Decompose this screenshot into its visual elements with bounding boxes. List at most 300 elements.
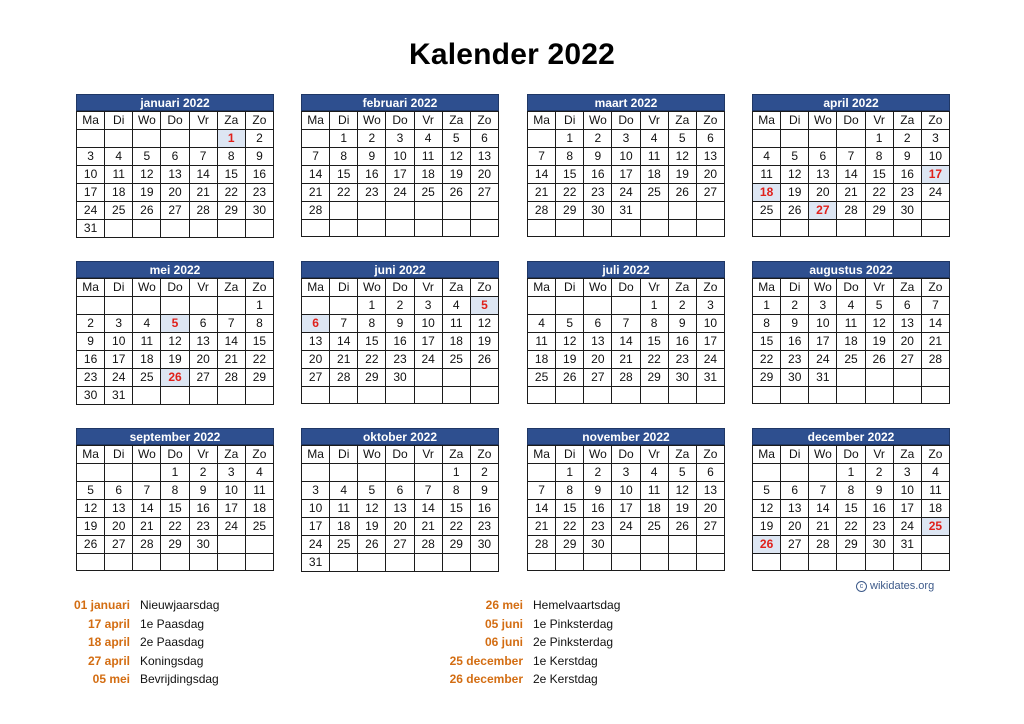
copyright-icon: c [856, 581, 867, 592]
day-cell: 22 [640, 351, 668, 369]
holiday-name: 2e Kerstdag [533, 672, 598, 686]
month-title: februari 2022 [301, 94, 499, 111]
day-cell: 14 [528, 166, 556, 184]
day-cell: 9 [584, 148, 612, 166]
day-cell: 30 [893, 202, 921, 220]
empty-cell [330, 220, 358, 237]
day-cell: 17 [302, 518, 330, 536]
day-cell: 22 [442, 518, 470, 536]
day-cell: 3 [217, 464, 245, 482]
day-cell: 30 [386, 369, 414, 387]
day-cell: 5 [781, 148, 809, 166]
weekday-header: Vr [640, 446, 668, 464]
weekday-header: Za [668, 446, 696, 464]
empty-cell [133, 130, 161, 148]
day-cell: 3 [612, 464, 640, 482]
day-cell: 13 [386, 500, 414, 518]
month-calendar [752, 94, 950, 237]
holiday-row [0, 670, 320, 689]
empty-cell [753, 220, 781, 237]
day-cell: 6 [893, 297, 921, 315]
holiday-date: 01 januari [73, 598, 130, 612]
day-cell: 24 [386, 184, 414, 202]
weekday-header: Di [330, 279, 358, 297]
empty-cell [330, 464, 358, 482]
day-cell: 16 [584, 166, 612, 184]
month-calendar [752, 428, 950, 571]
empty-cell [386, 387, 414, 404]
empty-cell [753, 464, 781, 482]
day-cell: 15 [753, 333, 781, 351]
day-cell: 14 [133, 500, 161, 518]
day-cell: 19 [358, 518, 386, 536]
day-cell: 8 [161, 482, 189, 500]
day-cell: 31 [302, 554, 330, 572]
day-cell: 1 [330, 130, 358, 148]
empty-cell [358, 464, 386, 482]
day-cell: 18 [640, 166, 668, 184]
empty-cell [668, 387, 696, 404]
day-cell: 8 [245, 315, 273, 333]
day-cell: 31 [696, 369, 724, 387]
day-cell: 7 [921, 297, 949, 315]
day-cell: 9 [77, 333, 105, 351]
day-cell: 7 [217, 315, 245, 333]
day-cell: 25 [245, 518, 273, 536]
day-cell: 20 [302, 351, 330, 369]
weekday-header: Di [556, 112, 584, 130]
weekday-header: Wo [809, 446, 837, 464]
day-cell: 22 [358, 351, 386, 369]
day-cell: 3 [612, 130, 640, 148]
day-cell: 5 [442, 130, 470, 148]
day-cell: 31 [105, 387, 133, 405]
credit-text: wikidates.org [870, 580, 935, 592]
day-cell: 10 [414, 315, 442, 333]
empty-cell [302, 297, 330, 315]
day-cell: 24 [893, 518, 921, 536]
day-cell: 11 [640, 148, 668, 166]
day-cell: 4 [640, 464, 668, 482]
day-cell: 9 [386, 315, 414, 333]
weekday-header: Di [781, 112, 809, 130]
month-table [301, 111, 499, 237]
day-cell: 24 [105, 369, 133, 387]
empty-cell [893, 554, 921, 571]
empty-cell [161, 297, 189, 315]
weekday-header: Wo [809, 112, 837, 130]
weekday-header: Zo [470, 112, 498, 130]
empty-cell [302, 220, 330, 237]
day-cell: 15 [330, 166, 358, 184]
weekday-header: Zo [921, 279, 949, 297]
day-cell: 23 [245, 184, 273, 202]
day-cell: 8 [358, 315, 386, 333]
day-cell: 9 [470, 482, 498, 500]
holiday-name: Koningsdag [140, 653, 204, 668]
day-cell: 30 [584, 536, 612, 554]
day-cell: 23 [668, 351, 696, 369]
empty-cell [809, 554, 837, 571]
day-cell: 23 [77, 369, 105, 387]
weekday-header: Za [442, 279, 470, 297]
day-cell: 23 [358, 184, 386, 202]
day-cell: 30 [470, 536, 498, 554]
day-cell: 15 [837, 500, 865, 518]
day-cell: 19 [668, 500, 696, 518]
day-cell: 10 [809, 315, 837, 333]
day-cell: 29 [556, 202, 584, 220]
empty-cell [414, 464, 442, 482]
holiday-row [0, 596, 320, 615]
empty-cell [386, 220, 414, 237]
holiday-row [0, 633, 320, 652]
day-cell: 8 [330, 148, 358, 166]
empty-cell [442, 369, 470, 387]
day-cell: 15 [640, 333, 668, 351]
empty-cell [133, 387, 161, 405]
month-title: juni 2022 [301, 261, 499, 278]
weekday-header: Wo [358, 112, 386, 130]
day-cell: 11 [442, 315, 470, 333]
day-cell: 22 [753, 351, 781, 369]
day-cell: 7 [414, 482, 442, 500]
day-cell: 11 [414, 148, 442, 166]
day-cell: 25 [753, 202, 781, 220]
weekday-header: Za [668, 279, 696, 297]
day-cell: 27 [386, 536, 414, 554]
weekday-header: Za [442, 446, 470, 464]
day-cell: 21 [612, 351, 640, 369]
empty-cell [556, 220, 584, 237]
day-cell: 16 [358, 166, 386, 184]
day-cell: 3 [386, 130, 414, 148]
holiday-day-cell: 1 [217, 130, 245, 148]
empty-cell [217, 554, 245, 571]
weekday-header: Ma [753, 112, 781, 130]
month-calendar [76, 261, 274, 405]
weekday-header: Za [893, 112, 921, 130]
day-cell: 27 [696, 184, 724, 202]
day-cell: 3 [414, 297, 442, 315]
empty-cell [245, 536, 273, 554]
day-cell: 16 [77, 351, 105, 369]
day-cell: 11 [245, 482, 273, 500]
weekday-header: Wo [358, 279, 386, 297]
holiday-date: 05 juni [484, 616, 523, 631]
weekday-header: Vr [640, 112, 668, 130]
holiday-day-cell: 26 [753, 536, 781, 554]
holiday-date: 25 december [449, 653, 523, 668]
weekday-header: Do [386, 446, 414, 464]
holiday-day-cell: 18 [753, 184, 781, 202]
day-cell: 19 [865, 333, 893, 351]
holiday-row [393, 670, 713, 689]
day-cell: 13 [584, 333, 612, 351]
day-cell: 13 [696, 148, 724, 166]
month-calendar [527, 428, 725, 571]
day-cell: 10 [696, 315, 724, 333]
holiday-day-cell: 26 [161, 369, 189, 387]
day-cell: 5 [753, 482, 781, 500]
weekday-header: Di [781, 279, 809, 297]
day-cell: 11 [753, 166, 781, 184]
day-cell: 12 [668, 482, 696, 500]
holiday-name: 1e Pinksterdag [533, 616, 614, 631]
day-cell: 11 [837, 315, 865, 333]
day-cell: 26 [470, 351, 498, 369]
credit[interactable] [856, 580, 934, 592]
day-cell: 15 [245, 333, 273, 351]
empty-cell [753, 387, 781, 404]
day-cell: 27 [302, 369, 330, 387]
day-cell: 19 [470, 333, 498, 351]
day-cell: 16 [668, 333, 696, 351]
day-cell: 14 [330, 333, 358, 351]
day-cell: 21 [217, 351, 245, 369]
empty-cell [302, 464, 330, 482]
day-cell: 17 [414, 333, 442, 351]
day-cell: 10 [105, 333, 133, 351]
day-cell: 1 [161, 464, 189, 482]
weekday-header: Ma [302, 446, 330, 464]
day-cell: 10 [921, 148, 949, 166]
day-cell: 12 [668, 148, 696, 166]
month-table [752, 445, 950, 571]
weekday-header: Za [893, 446, 921, 464]
empty-cell [556, 297, 584, 315]
day-cell: 13 [470, 148, 498, 166]
day-cell: 25 [442, 351, 470, 369]
day-cell: 23 [386, 351, 414, 369]
day-cell: 26 [442, 184, 470, 202]
empty-cell [640, 554, 668, 571]
day-cell: 27 [161, 202, 189, 220]
day-cell: 27 [470, 184, 498, 202]
day-cell: 5 [556, 315, 584, 333]
empty-cell [921, 554, 949, 571]
empty-cell [781, 130, 809, 148]
empty-cell [528, 554, 556, 571]
weekday-header: Ma [753, 446, 781, 464]
weekday-header: Zo [470, 279, 498, 297]
holiday-name: 2e Pinksterdag [533, 635, 614, 649]
day-cell: 13 [189, 333, 217, 351]
day-cell: 24 [217, 518, 245, 536]
weekday-header: Ma [77, 112, 105, 130]
day-cell: 7 [302, 148, 330, 166]
day-cell: 21 [189, 184, 217, 202]
empty-cell [640, 220, 668, 237]
day-cell: 20 [893, 333, 921, 351]
holiday-row [393, 652, 713, 671]
day-cell: 22 [865, 184, 893, 202]
empty-cell [893, 387, 921, 404]
day-cell: 1 [865, 130, 893, 148]
day-cell: 27 [893, 351, 921, 369]
day-cell: 21 [528, 518, 556, 536]
month-calendar [301, 94, 499, 237]
day-cell: 24 [921, 184, 949, 202]
day-cell: 20 [470, 166, 498, 184]
day-cell: 18 [245, 500, 273, 518]
day-cell: 12 [753, 500, 781, 518]
empty-cell [837, 220, 865, 237]
day-cell: 13 [696, 482, 724, 500]
weekday-header: Ma [302, 279, 330, 297]
day-cell: 4 [921, 464, 949, 482]
day-cell: 21 [528, 184, 556, 202]
day-cell: 4 [414, 130, 442, 148]
weekday-header: Do [161, 112, 189, 130]
day-cell: 10 [77, 166, 105, 184]
day-cell: 1 [640, 297, 668, 315]
day-cell: 30 [584, 202, 612, 220]
empty-cell [133, 554, 161, 571]
day-cell: 30 [865, 536, 893, 554]
empty-cell [584, 554, 612, 571]
month-table [301, 278, 499, 404]
day-cell: 31 [612, 202, 640, 220]
day-cell: 6 [105, 482, 133, 500]
empty-cell [414, 202, 442, 220]
weekday-header: Zo [470, 446, 498, 464]
day-cell: 23 [470, 518, 498, 536]
day-cell: 9 [893, 148, 921, 166]
day-cell: 16 [781, 333, 809, 351]
day-cell: 7 [528, 482, 556, 500]
month-table [527, 278, 725, 404]
month-calendar [301, 428, 499, 572]
empty-cell [865, 369, 893, 387]
day-cell: 29 [640, 369, 668, 387]
month-calendar [76, 428, 274, 571]
day-cell: 12 [865, 315, 893, 333]
day-cell: 4 [528, 315, 556, 333]
weekday-header: Vr [414, 446, 442, 464]
day-cell: 20 [386, 518, 414, 536]
day-cell: 21 [921, 333, 949, 351]
month-title: december 2022 [752, 428, 950, 445]
day-cell: 14 [189, 166, 217, 184]
day-cell: 29 [753, 369, 781, 387]
day-cell: 28 [330, 369, 358, 387]
month-title: oktober 2022 [301, 428, 499, 445]
weekday-header: Za [668, 112, 696, 130]
day-cell: 29 [442, 536, 470, 554]
day-cell: 8 [556, 148, 584, 166]
day-cell: 18 [442, 333, 470, 351]
day-cell: 19 [133, 184, 161, 202]
day-cell: 6 [809, 148, 837, 166]
day-cell: 20 [584, 351, 612, 369]
empty-cell [640, 387, 668, 404]
empty-cell [77, 554, 105, 571]
empty-cell [302, 387, 330, 404]
empty-cell [330, 202, 358, 220]
empty-cell [105, 464, 133, 482]
day-cell: 19 [442, 166, 470, 184]
empty-cell [330, 387, 358, 404]
day-cell: 14 [302, 166, 330, 184]
weekday-header: Di [556, 279, 584, 297]
weekday-header: Wo [133, 112, 161, 130]
empty-cell [105, 297, 133, 315]
holiday-date: 26 december [449, 672, 523, 686]
day-cell: 2 [358, 130, 386, 148]
day-cell: 2 [245, 130, 273, 148]
day-cell: 17 [217, 500, 245, 518]
month-table [76, 278, 274, 405]
empty-cell [245, 387, 273, 405]
day-cell: 29 [217, 202, 245, 220]
day-cell: 28 [809, 536, 837, 554]
empty-cell [837, 387, 865, 404]
day-cell: 8 [556, 482, 584, 500]
weekday-header: Di [105, 446, 133, 464]
day-cell: 22 [556, 518, 584, 536]
day-cell: 6 [696, 130, 724, 148]
day-cell: 6 [189, 315, 217, 333]
holiday-day-cell: 6 [302, 315, 330, 333]
day-cell: 9 [781, 315, 809, 333]
empty-cell [77, 130, 105, 148]
month-table [527, 445, 725, 571]
day-cell: 13 [105, 500, 133, 518]
month-table [752, 111, 950, 237]
day-cell: 2 [781, 297, 809, 315]
day-cell: 11 [330, 500, 358, 518]
empty-cell [330, 297, 358, 315]
day-cell: 8 [217, 148, 245, 166]
empty-cell [809, 464, 837, 482]
empty-cell [358, 387, 386, 404]
weekday-header: Vr [640, 279, 668, 297]
day-cell: 2 [865, 464, 893, 482]
empty-cell [442, 202, 470, 220]
day-cell: 17 [893, 500, 921, 518]
empty-cell [217, 220, 245, 238]
day-cell: 26 [668, 184, 696, 202]
day-cell: 17 [612, 166, 640, 184]
empty-cell [442, 220, 470, 237]
day-cell: 3 [893, 464, 921, 482]
day-cell: 16 [470, 500, 498, 518]
day-cell: 17 [809, 333, 837, 351]
weekday-header: Wo [584, 112, 612, 130]
empty-cell [442, 554, 470, 572]
day-cell: 13 [809, 166, 837, 184]
day-cell: 3 [105, 315, 133, 333]
empty-cell [781, 387, 809, 404]
empty-cell [893, 220, 921, 237]
empty-cell [217, 387, 245, 405]
holiday-list-left [0, 596, 320, 689]
day-cell: 3 [809, 297, 837, 315]
day-cell: 15 [556, 500, 584, 518]
day-cell: 2 [77, 315, 105, 333]
month-title: mei 2022 [76, 261, 274, 278]
day-cell: 6 [696, 464, 724, 482]
day-cell: 21 [837, 184, 865, 202]
day-cell: 26 [358, 536, 386, 554]
holiday-row [0, 615, 320, 634]
holiday-name: 2e Paasdag [140, 635, 205, 649]
weekday-header: Zo [696, 446, 724, 464]
day-cell: 6 [386, 482, 414, 500]
weekday-header: Wo [133, 446, 161, 464]
empty-cell [245, 554, 273, 571]
